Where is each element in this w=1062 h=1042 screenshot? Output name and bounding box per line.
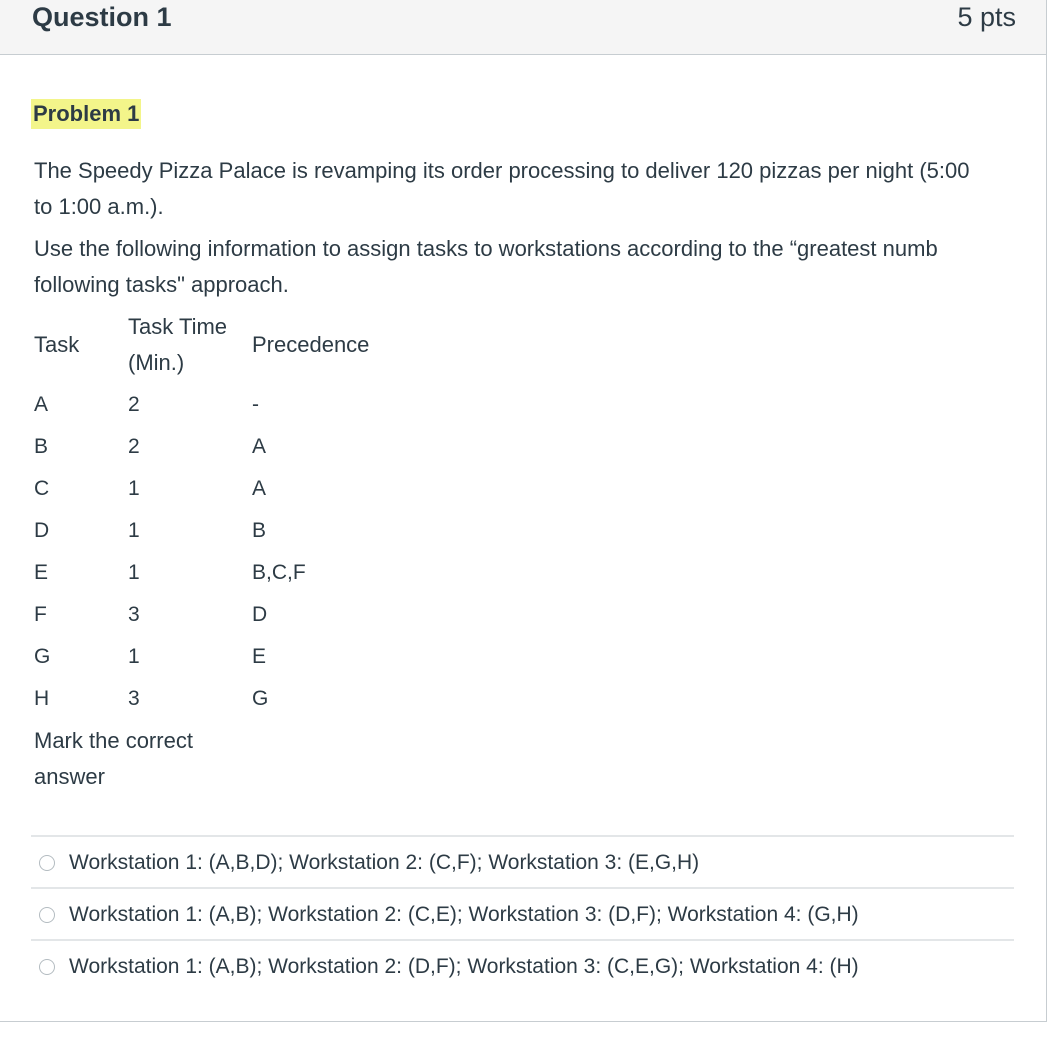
row-c-precedence: A: [252, 477, 267, 500]
header-precedence: Precedence: [252, 332, 370, 357]
answer-option-3[interactable]: [31, 941, 1014, 991]
row-a-time: 2: [128, 393, 140, 416]
answer-text-2[interactable]: Workstation 1: (A,B); Workstation 2: (C,E); Workstation 3: (D,F); Workstation 4: (G,H): [69, 903, 859, 926]
row-a-precedence: -: [252, 393, 259, 416]
row-g-task: G: [34, 645, 51, 668]
mark-answer-line1: Mark the correct: [34, 728, 193, 753]
header-time-line1: Task Time: [128, 314, 228, 339]
intro-paragraph-line2: to 1:00 a.m.).: [34, 194, 164, 219]
problem-label: Problem 1: [31, 99, 141, 129]
row-e-precedence: B,C,F: [252, 561, 306, 584]
row-d-precedence: B: [252, 519, 267, 542]
row-g-time: 1: [128, 645, 140, 668]
answer-option-1[interactable]: [31, 837, 1014, 887]
answer-text-3[interactable]: Workstation 1: (A,B); Workstation 2: (D,F); Workstation 3: (C,E,G); Workstation 4: (H): [69, 955, 859, 978]
intro-paragraph-line1: The Speedy Pizza Palace is revamping its order processing to deliver 120 pizzas per night (5:00: [34, 158, 970, 183]
row-e-time: 1: [128, 561, 140, 584]
header-task: Task: [34, 332, 80, 357]
row-b-task: B: [34, 435, 49, 458]
row-a-task: A: [34, 393, 49, 416]
question-title: Question 1: [32, 2, 172, 32]
row-b-time: 2: [128, 435, 140, 458]
row-f-time: 3: [128, 603, 140, 626]
panel-border-right: [1046, 0, 1047, 1022]
answer-option-2[interactable]: [31, 889, 1014, 939]
row-g-precedence: E: [252, 645, 267, 668]
row-f-task: F: [34, 603, 47, 626]
instruction-paragraph-line1: Use the following information to assign tasks to workstations according to the “greatest numb: [34, 236, 938, 261]
row-d-task: D: [34, 519, 50, 542]
question-header: [0, 0, 1046, 55]
row-h-task: H: [34, 687, 50, 710]
row-e-task: E: [34, 561, 49, 584]
row-d-time: 1: [128, 519, 140, 542]
row-h-precedence: G: [252, 687, 269, 710]
row-h-time: 3: [128, 687, 140, 710]
answer-radio-3[interactable]: [39, 959, 55, 975]
answer-radio-1[interactable]: [39, 855, 55, 871]
row-c-time: 1: [128, 477, 140, 500]
mark-answer-line2: answer: [34, 764, 105, 789]
question-points: 5 pts: [957, 2, 1016, 32]
row-b-precedence: A: [252, 435, 267, 458]
instruction-paragraph-line2: following tasks" approach.: [34, 272, 289, 297]
row-f-precedence: D: [252, 603, 268, 626]
row-c-task: C: [34, 477, 50, 500]
answer-text-1[interactable]: Workstation 1: (A,B,D); Workstation 2: (C,F); Workstation 3: (E,G,H): [69, 851, 700, 874]
answer-radio-2[interactable]: [39, 907, 55, 923]
panel-border-bottom: [0, 1021, 1047, 1022]
mark-answer-prompt: [34, 723, 193, 795]
header-time-line2: (Min.): [128, 350, 185, 375]
